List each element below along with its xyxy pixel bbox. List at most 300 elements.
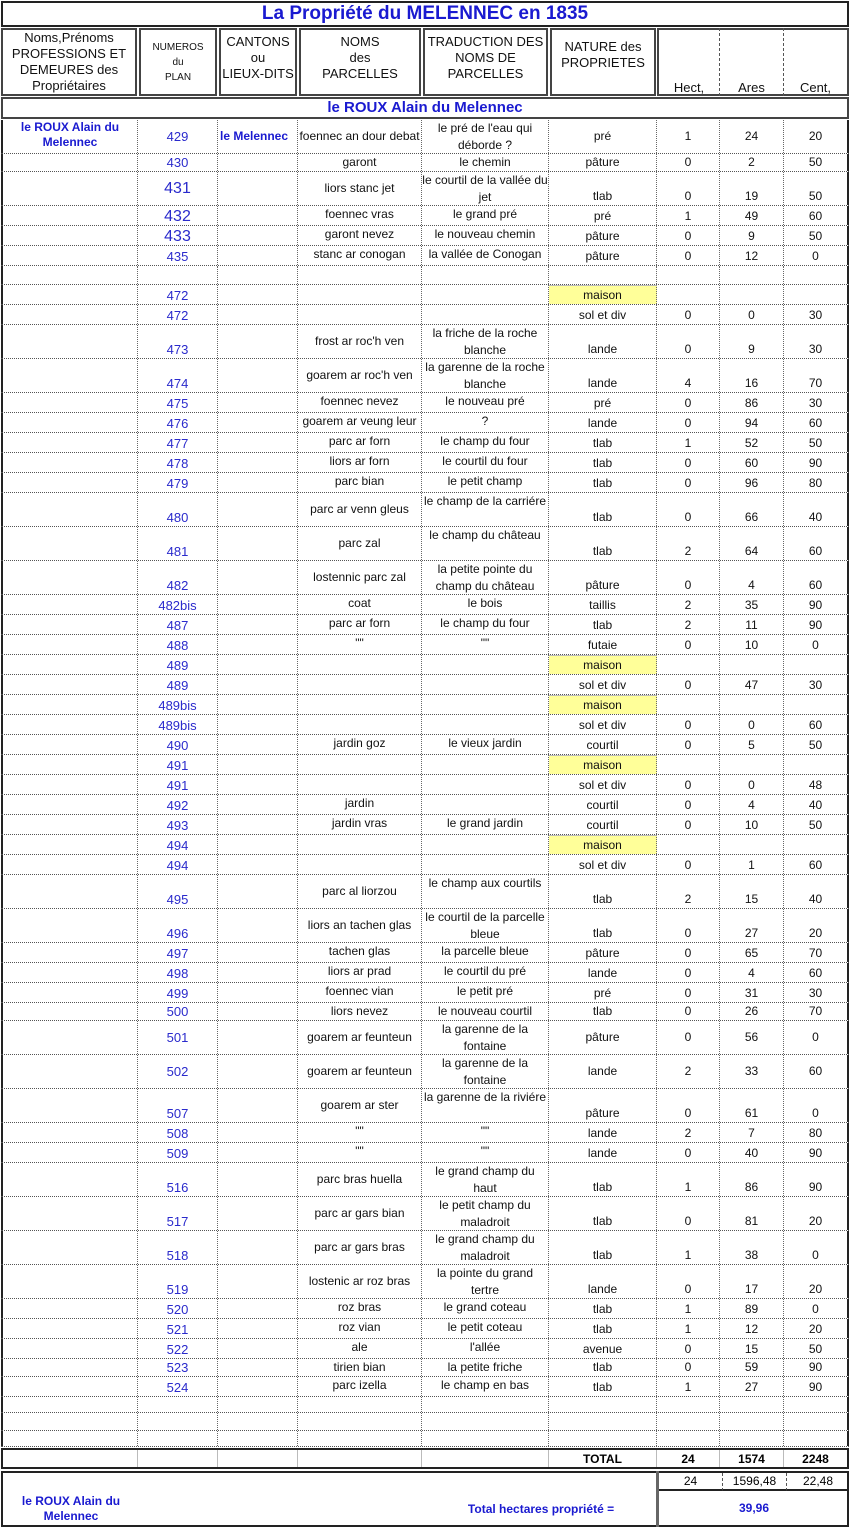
num-text: 482bis [158, 598, 197, 613]
table-row [1, 527, 849, 561]
cell-hect [657, 1143, 720, 1162]
cell-owner [1, 1339, 138, 1358]
nom-text: lostennic parc zal [313, 570, 406, 584]
cell-nom [298, 655, 422, 674]
cell-nature [549, 413, 657, 432]
cell-cent [784, 983, 849, 1002]
cell-canton [218, 1413, 298, 1430]
table-row [1, 1123, 849, 1143]
ares-text: 0 [748, 778, 755, 792]
cell-ares [720, 1021, 784, 1054]
num-text: 435 [166, 249, 189, 264]
nature-text: tlab [592, 544, 613, 558]
cell-canton [218, 615, 298, 634]
cell-num [138, 433, 218, 452]
cell-nature [549, 393, 657, 412]
cell-num [138, 835, 218, 854]
ares-text: 12 [744, 249, 759, 263]
nature-text: lande [587, 1146, 618, 1160]
cell-owner [1, 755, 138, 774]
table-row [1, 453, 849, 473]
ares-text: 0 [748, 308, 755, 322]
cell-canton [218, 675, 298, 694]
cell-ares [720, 983, 784, 1002]
cell-cent [784, 635, 849, 654]
cell-nature [549, 875, 657, 908]
cell-canton [218, 266, 298, 284]
cell-ares [720, 359, 784, 392]
num-text: 433 [164, 228, 191, 245]
header-owner [1, 28, 137, 96]
cell-ares [720, 835, 784, 854]
table-row [1, 1197, 849, 1231]
cent-text: 30 [808, 342, 823, 356]
cell-hect [657, 795, 720, 814]
cell-ares [720, 795, 784, 814]
nom-text: lostenic ar roz bras [308, 1274, 411, 1288]
table-row [1, 983, 849, 1003]
cell-canton [218, 285, 298, 304]
table-row [1, 1003, 849, 1021]
cell-ares [720, 1431, 784, 1446]
cell-trad [422, 615, 549, 634]
cell-nature [549, 675, 657, 694]
cell-ares [720, 1299, 784, 1318]
nom-text: roz vian [338, 1320, 381, 1334]
trad-text: le courtil du pré [443, 964, 527, 978]
cell-hect [657, 172, 720, 205]
cent-text: 20 [808, 1322, 823, 1336]
nature-text: lande [587, 1064, 618, 1078]
cell-ares [720, 963, 784, 982]
cell-trad [422, 1143, 549, 1162]
cell-num [138, 1413, 218, 1430]
cell-nature [549, 266, 657, 284]
cell-ares [720, 735, 784, 754]
cent-text: 60 [808, 544, 823, 558]
cell-owner [1, 963, 138, 982]
cell-ares [720, 154, 784, 171]
cent-text: 48 [808, 778, 823, 792]
hect-text: 0 [684, 308, 692, 322]
cell-cent [784, 675, 849, 694]
num-text: 518 [166, 1248, 189, 1263]
ares-text: 33 [744, 1064, 759, 1078]
cell-owner [1, 1413, 138, 1430]
cell-hect [657, 493, 720, 526]
cell-cent [784, 206, 849, 225]
trad-text: la friche de la roche blanche [432, 326, 538, 357]
trad-text: le petit champ [447, 474, 523, 488]
nom-text: garont [342, 155, 377, 169]
cell-nom [298, 1089, 422, 1122]
cell-nom [298, 855, 422, 874]
cell-nature [549, 285, 657, 304]
cell-trad [422, 561, 549, 594]
nature-text: pâture [585, 1030, 620, 1044]
cell-trad [422, 1431, 549, 1446]
cell-nature [549, 1339, 657, 1358]
cent-text: 70 [808, 1004, 823, 1018]
cent-text: 80 [808, 1126, 823, 1140]
nature-text: tlab [592, 926, 613, 940]
header-noms [299, 28, 421, 96]
cell-hect [657, 635, 720, 654]
num-text: 495 [166, 892, 189, 907]
cell-owner [1, 1021, 138, 1054]
trad-text: la parcelle bleue [441, 944, 529, 958]
ares-text: 94 [744, 416, 759, 430]
cell-hect [657, 1231, 720, 1264]
num-text: 521 [166, 1322, 189, 1337]
cent-text: 50 [808, 738, 823, 752]
cell-nom [298, 393, 422, 412]
cent-text: 20 [808, 129, 823, 143]
total-cent: 2248 [784, 1450, 849, 1467]
cell-cent [784, 655, 849, 674]
nature-text: sol et div [578, 308, 627, 322]
cell-hect [657, 835, 720, 854]
hect-text: 1 [684, 129, 692, 143]
cell-nom [298, 983, 422, 1002]
hect-text: 1 [684, 1302, 692, 1316]
hect-text: 0 [684, 249, 692, 263]
cell-canton [218, 1319, 298, 1338]
cell-num [138, 120, 218, 153]
cell-nature [549, 775, 657, 794]
cell-cent [784, 120, 849, 153]
cell-owner [1, 615, 138, 634]
trad-text: la petite pointe du champ du château [435, 562, 535, 593]
cell-cent [784, 963, 849, 982]
cell-num [138, 983, 218, 1002]
cent-text: 0 [812, 638, 819, 652]
cent-text: 20 [808, 1214, 823, 1228]
cell-trad [422, 1339, 549, 1358]
header-numero-line: PLAN [164, 71, 192, 83]
cent-text: 50 [808, 155, 823, 169]
ares-text: 19 [744, 189, 759, 203]
cell-cent [784, 1319, 849, 1338]
cent-text: 60 [808, 578, 823, 592]
nom-text: ale [351, 1340, 368, 1354]
trad-text: "" [480, 1144, 490, 1158]
nom-text: tirien bian [333, 1360, 386, 1374]
table-row [1, 1431, 849, 1447]
cell-trad [422, 206, 549, 225]
total-row [1, 1448, 849, 1469]
cell-trad [422, 963, 549, 982]
trad-text: le grand champ du maladroit [435, 1232, 535, 1263]
trad-text: la vallée de Conogan [428, 247, 542, 261]
ares-text: 15 [744, 1342, 759, 1356]
cell-canton [218, 875, 298, 908]
table-row [1, 795, 849, 815]
cell-trad [422, 453, 549, 472]
total-empty [422, 1450, 549, 1467]
table-row [1, 1021, 849, 1055]
cell-num [138, 815, 218, 834]
cell-owner [1, 266, 138, 284]
header-owner-line: DEMEURES des [19, 62, 119, 77]
summary-block [1, 1471, 849, 1527]
num-text: 480 [166, 510, 189, 525]
nom-text: jardin [344, 796, 375, 810]
hect-text: 0 [684, 456, 692, 470]
cell-num [138, 695, 218, 714]
trad-text: le chemin [459, 155, 511, 169]
cell-cent [784, 285, 849, 304]
cell-cent [784, 835, 849, 854]
cell-cent [784, 1299, 849, 1318]
cell-owner [1, 875, 138, 908]
cell-hect [657, 1431, 720, 1446]
cell-num [138, 943, 218, 962]
nature-text: sol et div [578, 678, 627, 692]
cell-owner [1, 246, 138, 265]
cell-canton [218, 561, 298, 594]
ares-text: 24 [744, 129, 759, 143]
table-row [1, 325, 849, 359]
hect-text: 0 [684, 778, 692, 792]
ares-text: 15 [744, 892, 759, 906]
cell-owner [1, 305, 138, 324]
cent-text: 50 [808, 229, 823, 243]
cell-trad [422, 359, 549, 392]
header-traduction [423, 28, 548, 96]
header-owner-line: Propriétaires [32, 78, 106, 93]
hect-text: 0 [684, 1360, 692, 1374]
hect-text: 0 [684, 416, 692, 430]
cell-ares [720, 1377, 784, 1396]
cell-nom [298, 1359, 422, 1376]
header-canton-line: LIEUX-DITS [222, 66, 294, 81]
cell-ares [720, 875, 784, 908]
cell-ares [720, 246, 784, 265]
num-text: 476 [166, 416, 189, 431]
hect-text: 4 [684, 376, 692, 390]
hect-text: 1 [684, 1180, 692, 1194]
nom-text: goarem ar feunteun [307, 1030, 412, 1044]
cell-owner [1, 1123, 138, 1142]
header-noms-line: PARCELLES [322, 66, 398, 81]
table-row [1, 1163, 849, 1197]
cell-ares [720, 453, 784, 472]
trad-text: le champ aux courtils [428, 876, 542, 890]
trad-text: le courtil du four [442, 454, 528, 468]
cell-cent [784, 305, 849, 324]
cell-trad [422, 473, 549, 492]
cell-nature [549, 909, 657, 942]
nom-text: liors ar prad [327, 964, 392, 978]
cell-canton [218, 527, 298, 560]
ares-text: 4 [748, 578, 755, 592]
cell-owner [1, 120, 138, 153]
cell-nature [549, 815, 657, 834]
cell-hect [657, 1265, 720, 1298]
table-row [1, 595, 849, 615]
nature-text: lande [587, 376, 618, 390]
cell-ares [720, 473, 784, 492]
cent-text: 0 [812, 1030, 819, 1044]
trad-text: la garenne de la riviére [423, 1090, 547, 1104]
cell-num [138, 1055, 218, 1088]
cell-owner [1, 943, 138, 962]
canton-name: le Melennec [220, 129, 289, 143]
nature-text: lande [587, 1126, 618, 1140]
trad-text: la petite friche [447, 1360, 523, 1374]
table-row [1, 1231, 849, 1265]
hect-text: 0 [684, 638, 692, 652]
trad-text: le champ du four [440, 434, 530, 448]
cell-canton [218, 815, 298, 834]
converted-hect: 24 [659, 1473, 722, 1491]
cell-nom [298, 433, 422, 452]
cell-num [138, 527, 218, 560]
header-traduction-line: TRADUCTION DES [427, 34, 544, 49]
cell-cent [784, 595, 849, 614]
ares-text: 86 [744, 1180, 759, 1194]
cell-cent [784, 325, 849, 358]
cell-hect [657, 433, 720, 452]
cell-nature [549, 595, 657, 614]
cell-cent [784, 775, 849, 794]
trad-text: le courtil de la vallée du jet [422, 173, 548, 204]
cell-owner [1, 226, 138, 245]
cell-cent [784, 1089, 849, 1122]
cell-nom [298, 875, 422, 908]
cell-ares [720, 1003, 784, 1020]
num-text: 517 [166, 1214, 189, 1229]
cell-canton [218, 246, 298, 265]
nature-text: tlab [592, 1380, 613, 1394]
cell-ares [720, 206, 784, 225]
hect-text: 0 [684, 229, 692, 243]
cell-nom [298, 675, 422, 694]
cell-cent [784, 172, 849, 205]
nom-text: coat [348, 596, 371, 610]
nature-text: pâture [585, 249, 620, 263]
trad-text: "" [480, 636, 490, 650]
num-text: 519 [166, 1282, 189, 1297]
cell-hect [657, 655, 720, 674]
cell-num [138, 1003, 218, 1020]
trad-text: la garenne de la fontaine [441, 1022, 529, 1053]
cell-trad [422, 1089, 549, 1122]
cell-ares [720, 266, 784, 284]
cell-owner [1, 1089, 138, 1122]
header-numero-line: du [172, 56, 184, 68]
cell-nature [549, 1431, 657, 1446]
cell-hect [657, 1413, 720, 1430]
total-empty [138, 1450, 218, 1467]
cell-owner [1, 527, 138, 560]
cell-trad [422, 1359, 549, 1376]
cell-ares [720, 595, 784, 614]
owner-name-line: le ROUX Alain du [20, 120, 120, 134]
cell-nom [298, 1377, 422, 1396]
cell-owner [1, 1197, 138, 1230]
ares-text: 60 [744, 456, 759, 470]
hect-text: 2 [684, 1064, 692, 1078]
cell-canton [218, 735, 298, 754]
nom-text: foennec nevez [320, 394, 399, 408]
cell-hect [657, 943, 720, 962]
cell-num [138, 1231, 218, 1264]
owner-name [21, 120, 119, 150]
cell-ares [720, 943, 784, 962]
total-hect: 24 [657, 1450, 720, 1467]
trad-text: ? [481, 414, 489, 428]
cell-cent [784, 1003, 849, 1020]
cell-num [138, 909, 218, 942]
cell-hect [657, 1397, 720, 1412]
table-row [1, 1339, 849, 1359]
cell-num [138, 1197, 218, 1230]
cell-ares [720, 120, 784, 153]
table-row [1, 963, 849, 983]
table-row [1, 815, 849, 835]
cell-num [138, 855, 218, 874]
cell-nom [298, 909, 422, 942]
cell-nom [298, 1299, 422, 1318]
cent-text: 60 [808, 718, 823, 732]
nature-text: tlab [592, 1360, 613, 1374]
cell-trad [422, 246, 549, 265]
cell-nature [549, 206, 657, 225]
ares-text: 1 [748, 858, 755, 872]
cell-cent [784, 1143, 849, 1162]
cent-text: 70 [808, 376, 823, 390]
nom-text: "" [355, 1124, 364, 1138]
nom-text: "" [355, 1144, 364, 1158]
table-row [1, 755, 849, 775]
ares-text: 86 [744, 396, 759, 410]
cell-canton [218, 755, 298, 774]
header-hect: Hect, [659, 28, 720, 96]
cell-nom [298, 735, 422, 754]
num-text: 493 [166, 818, 189, 833]
cell-owner [1, 983, 138, 1002]
cell-nature [549, 325, 657, 358]
cell-canton [218, 154, 298, 171]
cell-hect [657, 561, 720, 594]
cell-nom [298, 1055, 422, 1088]
cell-hect [657, 413, 720, 432]
cell-hect [657, 1055, 720, 1088]
cent-text: 40 [808, 798, 823, 812]
cell-owner [1, 561, 138, 594]
cell-trad [422, 695, 549, 714]
cell-canton [218, 473, 298, 492]
cell-cent [784, 1231, 849, 1264]
num-text: 472 [166, 308, 189, 323]
num-text: 522 [166, 1342, 189, 1357]
cell-hect [657, 983, 720, 1002]
trad-text: la garenne de la roche blanche [425, 360, 545, 391]
hect-text: 0 [684, 1214, 692, 1228]
cell-nom [298, 715, 422, 734]
cell-num [138, 795, 218, 814]
cell-hect [657, 246, 720, 265]
cell-nom [298, 359, 422, 392]
cell-nom [298, 325, 422, 358]
cell-hect [657, 855, 720, 874]
table-row [1, 413, 849, 433]
hect-text: 0 [684, 966, 692, 980]
cent-text: 20 [808, 1282, 823, 1296]
num-text: 479 [166, 476, 189, 491]
